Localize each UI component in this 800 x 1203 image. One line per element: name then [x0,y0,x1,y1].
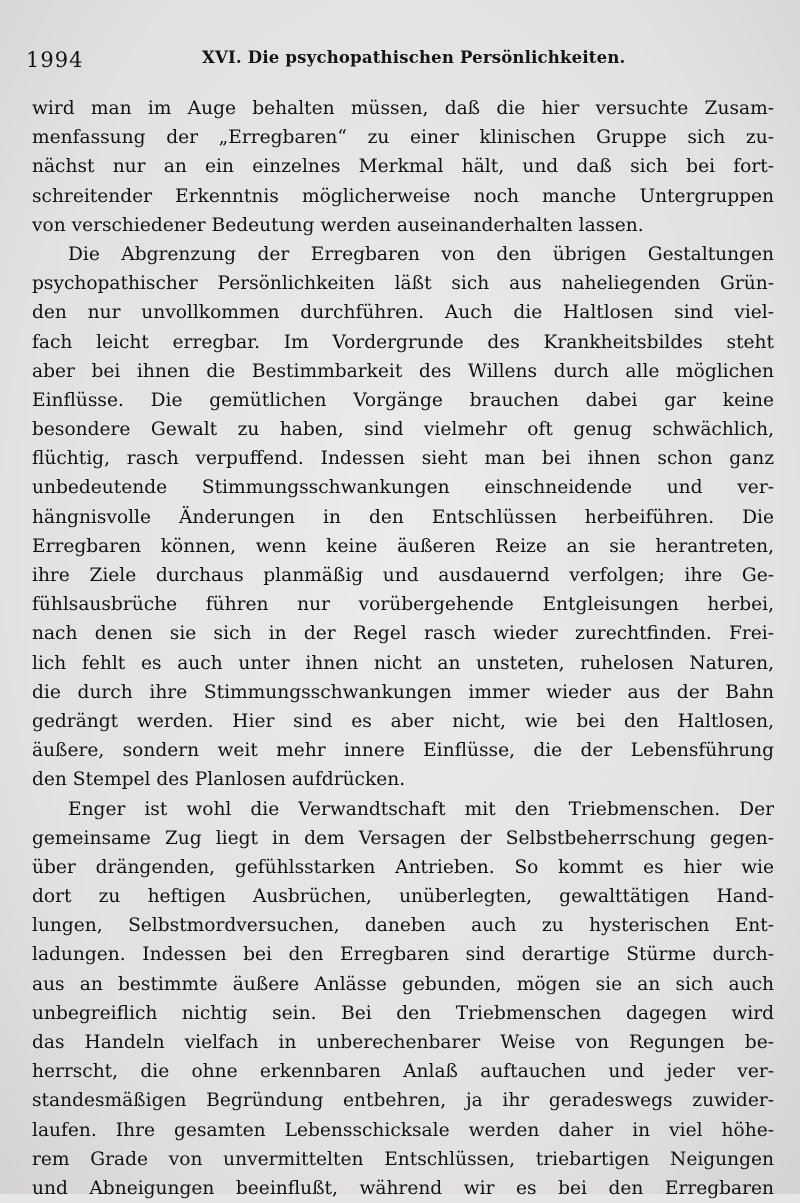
text-line: gedrängt werden. Hier sind es aber nicht, wie bei den Haltlosen, [32,710,774,732]
text-line: den Stempel des Planlosen aufdrücken. [32,769,406,791]
text-line: Einflüsse. Die gemütlichen Vorgänge brauchen dabei gar keine [32,389,774,411]
text-line: herrscht, die ohne erkennbaren Anlaß auftauchen und jeder ver- [32,1061,774,1083]
text-line: besondere Gewalt zu haben, sind vielmehr oft genug schwächlich, [32,419,774,441]
text-line: fühlsausbrüche führen nur vorübergehende Entgleisungen herbei, [32,594,774,616]
text-line: ihre Ziele durchaus planmäßig und ausdauernd verfolgen; ihre Ge- [32,565,774,586]
text-line: hängnisvolle Änderungen in den Entschlüssen herbeiführen. Die [32,506,774,528]
text-line: den nur unvollkommen durchführen. Auch die Haltlosen sind viel- [32,302,774,324]
text-line: Enger ist wohl die Verwandtschaft mit den Triebmenschen. Der [68,798,774,820]
text-line: lich fehlt es auch unter ihnen nicht an unsteten, ruhelosen Naturen, [32,652,774,674]
text-line: fach leicht erregbar. Im Vordergrunde des Krankheitsbildes steht [32,331,774,353]
page-number: 1994 [26,48,84,72]
text-line: unbegreiflich nichtig sein. Bei den Triebmenschen dagegen wird [32,1002,774,1024]
running-head: XVI. Die psychopathischen Persönlichkeiten. [202,48,626,67]
text-line: dort zu heftigen Ausbrüchen, unüberlegten, gewalttätigen Hand- [32,886,774,908]
text-line: wird man im Auge behalten müssen, daß die hier versuchte Zusam- [32,98,774,119]
text-line: nächst nur an ein einzelnes Merkmal hält, und daß sich bei fort- [32,156,774,178]
text-line: von verschiedener Bedeutung werden auseinanderhalten lassen. [32,214,644,236]
text-line: die durch ihre Stimmungsschwankungen immer wieder aus der Bahn [32,681,774,703]
text-line: ladungen. Indessen bei den Erregbaren sind derartige Stürme durch- [32,944,774,966]
text-line: Erregbaren können, wenn keine äußeren Reize an sie herantreten, [32,535,774,557]
text-line: standesmäßigen Begründung entbehren, ja ihr geradeswegs zuwider- [32,1090,774,1112]
text-line: das Handeln vielfach in unberechenbarer Weise von Regungen be- [32,1032,774,1053]
text-line: und Abneigungen beeinflußt, während wir es bei den Erregbaren [32,1177,774,1199]
text-line: gemeinsame Zug liegt in dem Versagen der Selbstbeherrschung gegen- [32,827,774,849]
text-line: äußere, sondern weit mehr innere Einflüsse, die der Lebensführung [32,740,774,762]
text-line: nach denen sie sich in der Regel rasch wieder zurechtfinden. Frei- [32,623,774,645]
text-line: aus an bestimmte äußere Anlässe gebunden, mögen sie an sich auch [32,973,774,995]
text-line: laufen. Ihre gesamten Lebensschicksale werden daher in viel höhe- [32,1119,774,1141]
body-text [32,94,774,1203]
text-line: schreitender Erkenntnis möglicherweise noch manche Untergruppen [32,185,774,207]
text-line: über drängenden, gefühlsstarken Antrieben. So kommt es hier wie [32,856,774,878]
text-line: lungen, Selbstmordversuchen, daneben auch zu hysterischen Ent- [32,915,774,937]
text-line: flüchtig, rasch verpuffend. Indessen sieht man bei ihnen schon ganz [32,448,774,470]
text-line: menfassung der „Erregbaren“ zu einer klinischen Gruppe sich zu- [32,127,774,149]
text-line: psychopathischer Persönlichkeiten läßt sich aus naheliegenden Grün- [32,273,774,295]
text-line: rem Grade von unvermittelten Entschlüssen, triebartigen Neigungen [32,1148,774,1170]
page-header [26,44,774,80]
text-line: aber bei ihnen die Bestimmbarkeit des Willens durch alle möglichen [32,360,774,382]
text-line: unbedeutende Stimmungsschwankungen einschneidende und ver- [32,477,774,499]
text-line: Die Abgrenzung der Erregbaren von den übrigen Gestaltungen [68,243,774,265]
